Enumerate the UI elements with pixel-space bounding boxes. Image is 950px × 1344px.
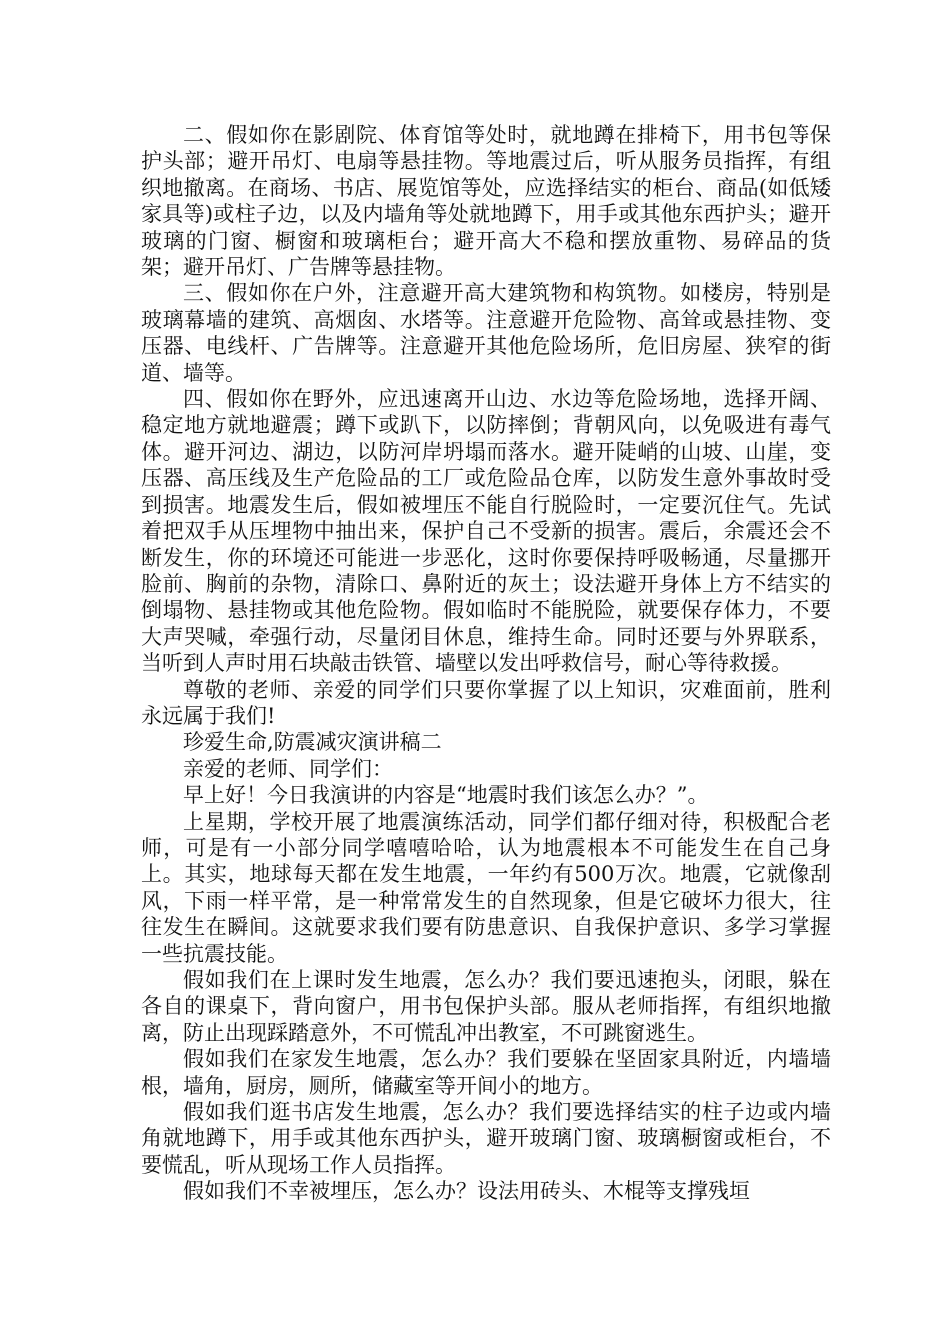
speech-title: 珍爱生命,防震减灾演讲稿二 <box>183 730 442 755</box>
paragraph-drill: 上星期，学校开展了地震演练活动，同学们都仔细对待，积极配合老师，可是有一小部分同学嘻嘻哈哈，认为地震根本不可能发生在自己身上。其实，地球每天都在发生地震，一年约有500万次。地震，它就像刮风，下雨一样平常，是一种常常发生的自然现象，但是它破坏力很大，往往发生在瞬间。这就要求我们要有防患意识、自我保护意识、多学习掌握一些抗震技能。 <box>141 809 831 966</box>
speech-greeting: 亲爱的老师、同学们： <box>183 756 393 781</box>
paragraph-trapped: 假如我们不幸被埋压，怎么办？设法用砖头、木棍等支撑残垣 <box>183 1179 750 1204</box>
document-body <box>141 122 831 1205</box>
paragraph-home: 假如我们在家发生地震，怎么办？我们要躲在坚固家具附近，内墙墙根，墙角，厨房，厕所，储藏室等开间小的地方。 <box>141 1047 831 1098</box>
paragraph-classroom: 假如我们在上课时发生地震，怎么办？我们要迅速抱头，闭眼，躲在各自的课桌下，背向窗户，用书包保护头部。服从老师指挥，有组织地撤离，防止出现踩踏意外，不可慌乱冲出教室，不可跳窗逃生。 <box>141 968 831 1045</box>
paragraph-theater-safety: 二、假如你在影剧院、体育馆等处时，就地蹲在排椅下，用书包等保护头部；避开吊灯、电扇等悬挂物。等地震过后，听从服务员指挥，有组织地撤离。在商场、书店、展览馆等处，应选择结实的柜台、商品(如低矮家具等)或柱子边，以及内墙角等处就地蹲下，用手或其他东西护头；避开玻璃的门窗、橱窗和玻璃柜台；避开高大不稳和摆放重物、易碎品的货架；避开吊灯、广告牌等悬挂物。 <box>141 123 831 280</box>
speech-opening: 早上好！今日我演讲的内容是“地震时我们该怎么办？”。 <box>183 783 709 808</box>
paragraph-wild-safety: 四、假如你在野外，应迅速离开山边、水边等危险场地，选择开阔、稳定地方就地避震；蹲下或趴下，以防摔倒；背朝风向，以免吸进有毒气体。避开河边、湖边，以防河岸坍塌而落水。避开陡峭的山坡、山崖，变压器、高压线及生产危险品的工厂或危险品仓库，以防发生意外事故时受到损害。地震发生后，假如被埋压不能自行脱险时，一定要沉住气。先试着把双手从压埋物中抽出来，保护自己不受新的损害。震后，余震还会不断发生，你的环境还可能进一步恶化，这时你要保持呼吸畅通，尽量挪开脸前、胸前的杂物，清除口、鼻附近的灰土；设法避开身体上方不结实的倒塌物、悬挂物或其他危险物。假如临时不能脱险，就要保存体力，不要大声哭喊，牵强行动，尽量闭目休息，维持生命。同时还要与外界联系，当听到人声时用石块敲击铁管、墙壁以发出呼救信号，耐心等待救援。 <box>141 387 831 676</box>
paragraph-outdoor-safety: 三、假如你在户外，注意避开高大建筑物和构筑物。如楼房，特别是玻璃幕墙的建筑、高烟囱、水塔等。注意避开危险物、高耸或悬挂物、变压器、电线杆、广告牌等。注意避开其他危险场所，危旧房屋、狭窄的街道、墙等。 <box>141 281 831 385</box>
paragraph-closing: 尊敬的老师、亲爱的同学们只要你掌握了以上知识，灾难面前，胜利永远属于我们! <box>141 677 831 728</box>
paragraph-bookstore: 假如我们逛书店发生地震，怎么办？我们要选择结实的柱子边或内墙角就地蹲下，用手或其他东西护头，避开玻璃门窗、玻璃橱窗或柜台，不要慌乱，听从现场工作人员指挥。 <box>141 1100 831 1177</box>
